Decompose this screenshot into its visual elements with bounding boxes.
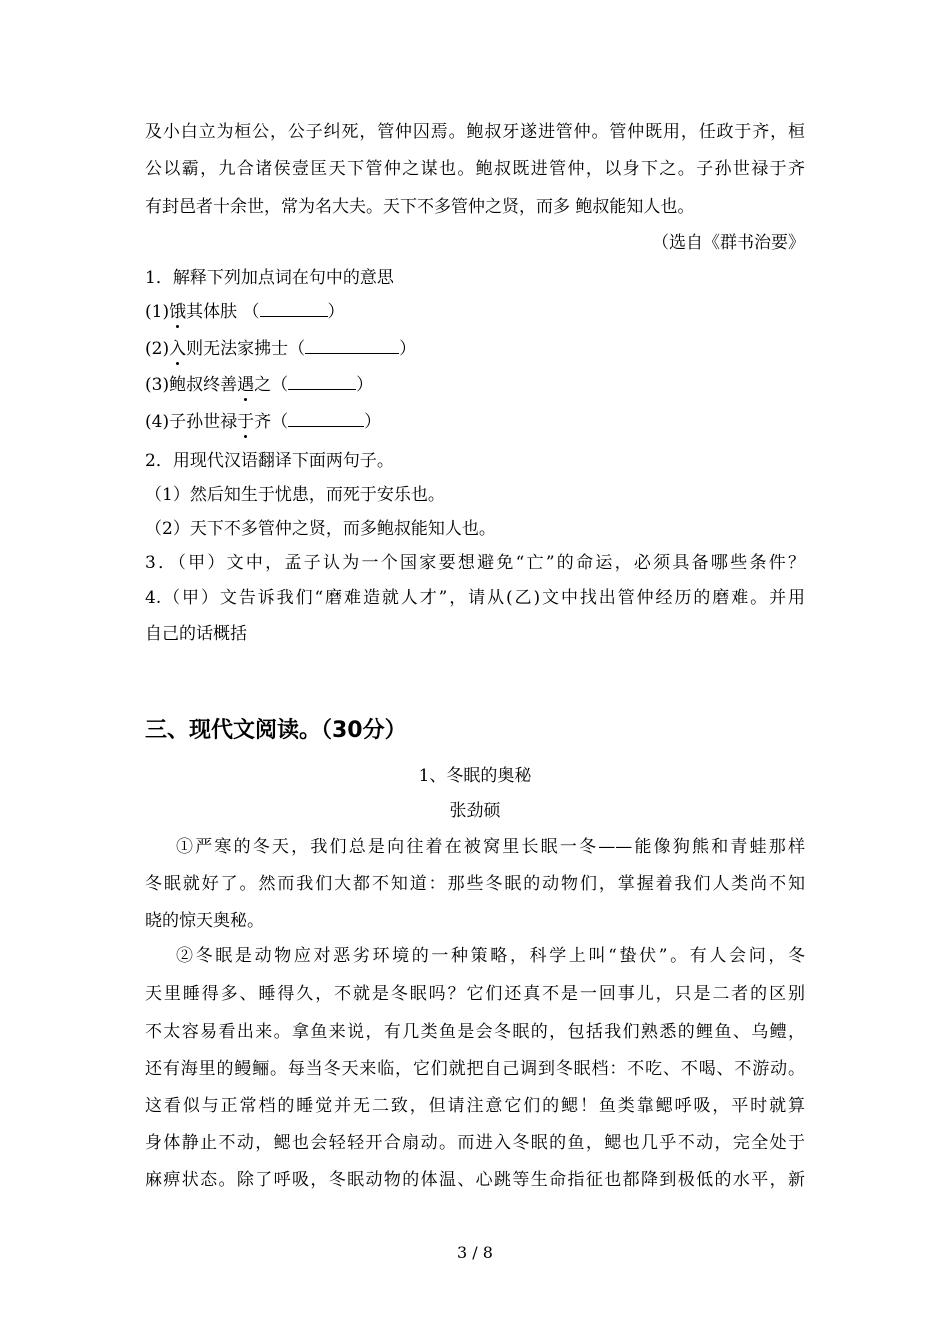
item-close: ） — [399, 339, 417, 359]
paragraph-2-line-6: 身体静止不动，鳃也会轻轻开合扇动。而进入冬眠的鱼，鳃也几乎不动，完全处于 — [145, 1133, 805, 1153]
question-1-stem: 1．解释下列加点词在句中的意思 — [145, 268, 394, 288]
question-1-item-4 — [145, 411, 381, 433]
answer-blank[interactable] — [288, 374, 356, 390]
question-2-item-1: （1）然后知生于忧患，而死于安乐也。 — [145, 485, 445, 505]
item-prefix: (1) — [145, 302, 170, 322]
item-close: ） — [356, 375, 374, 395]
question-1-item-1 — [145, 301, 345, 323]
passage-source: （选自《群书治要》 — [652, 233, 805, 253]
answer-blank[interactable] — [260, 301, 328, 317]
question-1-item-3 — [145, 374, 373, 396]
item-prefix: (3) — [145, 375, 170, 395]
dotted-word: 遇 — [237, 375, 255, 395]
paragraph-2-line-4: 还有海里的鳗鲡。每当冬天来临，它们就把自己调到冬眠档：不吃、不喝、不游动。 — [145, 1059, 805, 1079]
paragraph-2-line-5: 这看似与正常档的睡觉并无二致，但请注意它们的鳃！鱼类靠鳃呼吸，平时就算 — [145, 1096, 805, 1116]
passage-line-3: 有封邑者十余世，常为名大夫。天下不多管仲之贤，而多 鲍叔能知人也。 — [145, 197, 695, 217]
article-author: 张劲硕 — [449, 801, 501, 821]
item-prefix: (4) — [145, 412, 170, 432]
paragraph-2-line-2: 天里睡得多、睡得久，不就是冬眠吗？它们还真不是一回事儿，只是二者的区别 — [145, 984, 805, 1004]
paragraph-1-line-2: 冬眠就好了。然而我们大都不知道：那些冬眠的动物们，掌握着我们人类尚不知 — [145, 874, 805, 894]
item-close: ） — [327, 302, 345, 322]
dotted-word: 入 — [169, 339, 187, 359]
dotted-word: 于 — [237, 412, 255, 432]
paragraph-1-line-1: ①严寒的冬天，我们总是向往着在被窝里长眠一冬——能像狗熊和青蛙那样 — [176, 837, 805, 857]
page-number: 3 / 8 — [457, 1243, 493, 1262]
question-3: 3．（甲）文中，孟子认为一个国家要想避免“亡”的命运，必须具备哪些条件？ — [145, 553, 805, 573]
question-2-item-2: （2）天下不多管仲之贤，而多鲍叔能知人也。 — [145, 519, 496, 539]
paragraph-2-line-1: ②冬眠是动物应对恶劣环境的一种策略，科学上叫“蛰伏”。有人会问，冬 — [176, 946, 805, 966]
question-4-line-2: 自己的话概括 — [145, 624, 247, 644]
item-prefix: (2) — [145, 339, 170, 359]
article-title: 1、冬眠的奥秘 — [418, 766, 532, 786]
passage-line-1: 及小白立为桓公，公子纠死，管仲囚焉。鲍叔牙遂进管仲。管仲既用，任政于齐，桓 — [145, 122, 805, 142]
paragraph-2-line-7: 麻痹状态。除了呼吸，冬眠动物的体温、心跳等生命指征也都降到极低的水平，新 — [145, 1170, 805, 1190]
item-text-pre: 鲍叔终善 — [169, 375, 238, 395]
passage-line-2: 公以霸，九合诸侯壹匡天下管仲之谋也。鲍叔既进管仲，以身下之。子孙世禄于齐 — [145, 159, 805, 179]
dotted-word: 饿 — [169, 302, 187, 322]
answer-blank[interactable] — [288, 411, 364, 427]
item-text: 则无法家拂士（ — [186, 339, 306, 359]
paragraph-1-line-3: 晓的惊天奥秘。 — [145, 911, 264, 931]
item-text: 其体肤 （ — [186, 302, 260, 322]
item-text-pre: 子孙世禄 — [169, 412, 238, 432]
section-heading: 三、现代文阅读。（30分） — [145, 718, 407, 743]
item-text: 齐（ — [254, 412, 289, 432]
item-close: ） — [364, 412, 382, 432]
question-1-item-2 — [145, 338, 416, 360]
answer-blank[interactable] — [305, 338, 399, 354]
question-2-stem: 2．用现代汉语翻译下面两句子。 — [145, 451, 394, 471]
item-text: 之（ — [254, 375, 289, 395]
paragraph-2-line-3: 不太容易看出来。拿鱼来说，有几类鱼是会冬眠的，包括我们熟悉的鲤鱼、乌鳢， — [145, 1022, 805, 1042]
question-4-line-1: 4.（甲）文告诉我们“磨难造就人才”，请从(乙)文中找出管仲经历的磨难。并用 — [145, 588, 805, 608]
